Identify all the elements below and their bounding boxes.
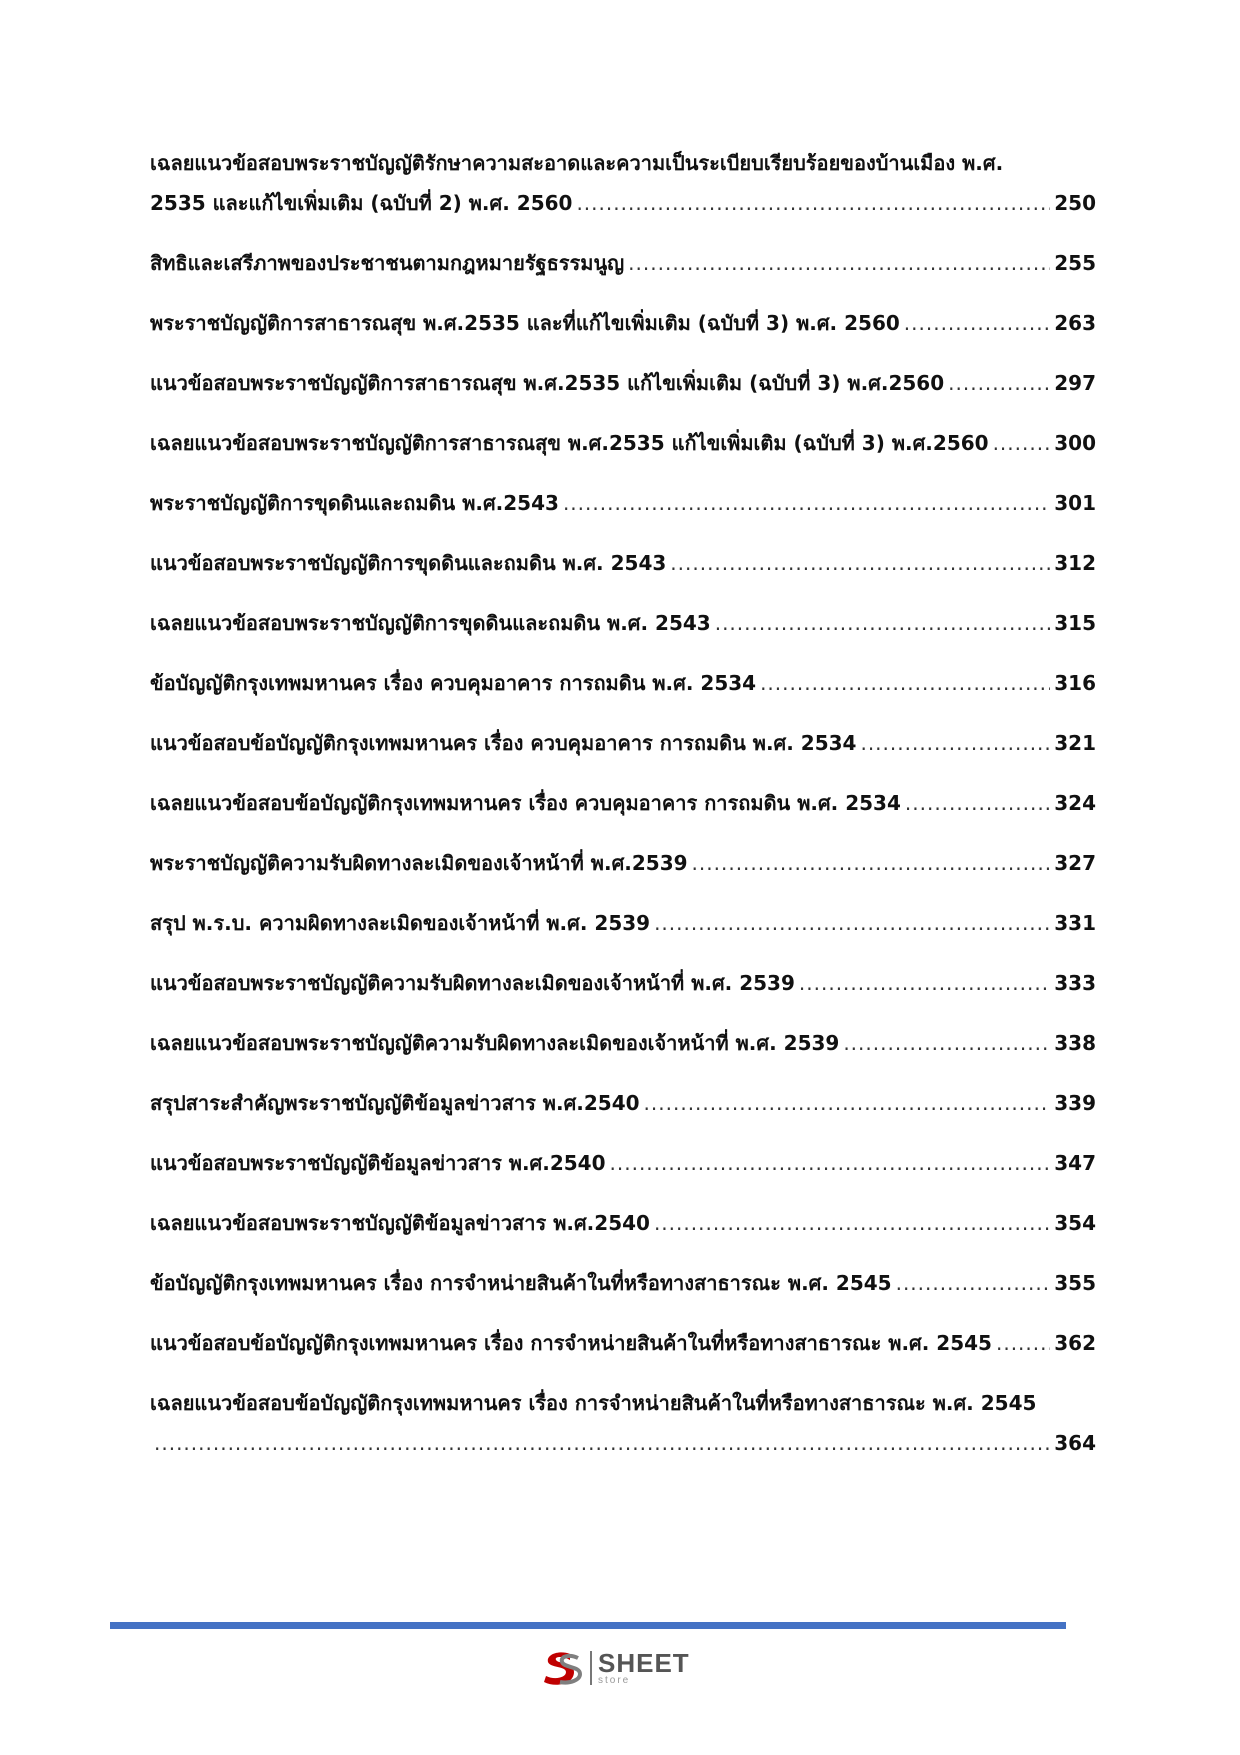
- toc-entry[interactable]: [150, 248, 1096, 278]
- toc-dot-leader: [154, 1428, 1050, 1458]
- toc-entry[interactable]: [150, 488, 1096, 518]
- toc-dot-leader: [760, 668, 1050, 698]
- toc-entry-line: [150, 668, 1096, 698]
- toc-dot-leader: [670, 548, 1050, 578]
- toc-dot-leader: [654, 1208, 1050, 1238]
- toc-entry-title: ข้อบัญญัติกรุงเทพมหานคร เรื่อง ควบคุมอาคาร การถมดิน พ.ศ. 2534: [150, 671, 757, 695]
- toc-entry-line: [150, 1268, 1096, 1298]
- toc-entry-page-number: 347: [1054, 1151, 1096, 1175]
- toc-entry-page-number: 250: [1054, 191, 1096, 215]
- toc-entry-title: สรุป พ.ร.บ. ความผิดทางละเมิดของเจ้าหน้าที่ พ.ศ. 2539: [150, 911, 651, 935]
- toc-entry-title: แนวข้อสอบพระราชบัญญัติการขุดดินและถมดิน พ.ศ. 2543: [150, 551, 667, 575]
- toc-entry-title: แนวข้อสอบพระราชบัญญัติการสาธารณสุข พ.ศ.2535 แก้ไขเพิ่มเติม (ฉบับที่ 3) พ.ศ.2560: [150, 371, 945, 395]
- toc-entry-page-number: 297: [1054, 371, 1096, 395]
- toc-dot-leader: [860, 728, 1050, 758]
- toc-dot-leader: [799, 968, 1050, 998]
- toc-dot-leader: [654, 908, 1050, 938]
- toc-entry[interactable]: [150, 1028, 1096, 1058]
- toc-entry-line: [150, 1328, 1096, 1358]
- toc-dot-leader: [576, 188, 1050, 218]
- toc-entry-line: [150, 488, 1096, 518]
- toc-entry-line: [150, 608, 1096, 638]
- toc-dot-leader: [896, 1268, 1051, 1298]
- sheet-store-s-icon: [540, 1648, 584, 1688]
- logo-text: SHEET: [598, 1648, 690, 1678]
- toc-entry-title: แนวข้อสอบข้อบัญญัติกรุงเทพมหานคร เรื่อง การจำหน่ายสินค้าในที่หรือทางสาธารณะ พ.ศ. 2545: [150, 1331, 992, 1355]
- toc-entry[interactable]: [150, 608, 1096, 638]
- sheet-store-logo: [540, 1648, 690, 1688]
- toc-dot-leader: [644, 1088, 1051, 1118]
- toc-entry-page-number: 354: [1054, 1211, 1096, 1235]
- toc-entry[interactable]: [150, 1088, 1096, 1118]
- toc-entry[interactable]: [150, 1148, 1096, 1178]
- toc-dot-leader: [904, 308, 1050, 338]
- toc-entry-title: พระราชบัญญัติการสาธารณสุข พ.ศ.2535 และที่แก้ไขเพิ่มเติม (ฉบับที่ 3) พ.ศ. 2560: [150, 311, 900, 335]
- toc-entry-title-line1: เฉลยแนวข้อสอบพระราชบัญญัติรักษาความสะอาดและความเป็นระเบียบเรียบร้อยของบ้านเมือง พ.ศ.: [150, 151, 1004, 175]
- toc-entry[interactable]: [150, 668, 1096, 698]
- toc-entry-page-number: 333: [1054, 971, 1096, 995]
- toc-entry-line: [150, 188, 1096, 218]
- toc-entry-page-number: 362: [1054, 1331, 1096, 1355]
- toc-entry-title-line1: เฉลยแนวข้อสอบข้อบัญญัติกรุงเทพมหานคร เรื่อง การจำหน่ายสินค้าในที่หรือทางสาธารณะ พ.ศ. 2545: [150, 1391, 1037, 1415]
- toc-entry-page-number: 324: [1054, 791, 1096, 815]
- toc-entry-title: สิทธิและเสรีภาพของประชาชนตามกฎหมายรัฐธรรมนูญ: [150, 251, 625, 275]
- toc-entry-page-number: 355: [1054, 1271, 1096, 1295]
- toc-entry-title: ข้อบัญญัติกรุงเทพมหานคร เรื่อง การจำหน่ายสินค้าในที่หรือทางสาธารณะ พ.ศ. 2545: [150, 1271, 892, 1295]
- toc-entry-page-number: 327: [1054, 851, 1096, 875]
- logo-wordmark: [598, 1650, 690, 1686]
- toc-entry-line: [150, 368, 1096, 398]
- toc-entry-title: เฉลยแนวข้อสอบข้อบัญญัติกรุงเทพมหานคร เรื่อง ควบคุมอาคาร การถมดิน พ.ศ. 2534: [150, 791, 901, 815]
- toc-entry-line: [150, 1088, 1096, 1118]
- toc-entry-title: เฉลยแนวข้อสอบพระราชบัญญัติการขุดดินและถมดิน พ.ศ. 2543: [150, 611, 711, 635]
- toc-entry-line: [150, 308, 1096, 338]
- toc-entry-title: เฉลยแนวข้อสอบพระราชบัญญัติการสาธารณสุข พ.ศ.2535 แก้ไขเพิ่มเติม (ฉบับที่ 3) พ.ศ.2560: [150, 431, 989, 455]
- toc-entry-page-number: 263: [1054, 311, 1096, 335]
- toc-entry-line: [150, 1428, 1096, 1458]
- toc-entry-line: [150, 728, 1096, 758]
- toc-entry-page-number: 312: [1054, 551, 1096, 575]
- toc-entry[interactable]: [150, 1388, 1096, 1458]
- toc-entry[interactable]: [150, 968, 1096, 998]
- toc-entry-title: สรุปสาระสำคัญพระราชบัญญัติข้อมูลข่าวสาร พ.ศ.2540: [150, 1091, 640, 1115]
- toc-entry-line: [150, 428, 1096, 458]
- toc-entry-page-number: 316: [1054, 671, 1096, 695]
- toc-entry-page-number: 255: [1054, 251, 1096, 275]
- toc-entry-page-number: 315: [1054, 611, 1096, 635]
- logo-divider: [590, 1651, 592, 1685]
- toc-entry-line: [150, 968, 1096, 998]
- toc-entry-page-number: 321: [1054, 731, 1096, 755]
- toc-entry-line: [150, 788, 1096, 818]
- toc-dot-leader: [563, 488, 1050, 518]
- toc-dot-leader: [948, 368, 1050, 398]
- toc-entry-title: แนวข้อสอบพระราชบัญญัติข้อมูลข่าวสาร พ.ศ.2540: [150, 1151, 606, 1175]
- toc-entry-line: [150, 248, 1096, 278]
- toc-entry[interactable]: [150, 1328, 1096, 1358]
- toc-entry[interactable]: [150, 908, 1096, 938]
- footer-rule: [110, 1622, 1066, 1629]
- toc-entry-title: พระราชบัญญัติความรับผิดทางละเมิดของเจ้าหน้าที่ พ.ศ.2539: [150, 851, 688, 875]
- toc-entry[interactable]: [150, 848, 1096, 878]
- toc-entry-title: แนวข้อสอบข้อบัญญัติกรุงเทพมหานคร เรื่อง ควบคุมอาคาร การถมดิน พ.ศ. 2534: [150, 731, 857, 755]
- logo-subtext: store: [598, 1675, 631, 1686]
- toc-dot-leader: [715, 608, 1051, 638]
- toc-entry-title: แนวข้อสอบพระราชบัญญัติความรับผิดทางละเมิดของเจ้าหน้าที่ พ.ศ. 2539: [150, 971, 795, 995]
- toc-entry[interactable]: [150, 148, 1096, 218]
- toc-dot-leader: [610, 1148, 1051, 1178]
- toc-entry-page-number: 338: [1054, 1031, 1096, 1055]
- toc-entry-line: [150, 1208, 1096, 1238]
- table-of-contents: [150, 148, 1096, 1488]
- toc-entry-page-number: 331: [1054, 911, 1096, 935]
- toc-entry[interactable]: [150, 308, 1096, 338]
- toc-entry-line: [150, 548, 1096, 578]
- toc-entry-page-number: 364: [1054, 1431, 1096, 1455]
- toc-entry-line: [150, 1148, 1096, 1178]
- toc-dot-leader: [692, 848, 1051, 878]
- toc-dot-leader: [996, 1328, 1050, 1358]
- toc-entry[interactable]: [150, 548, 1096, 578]
- toc-entry[interactable]: [150, 1268, 1096, 1298]
- toc-entry-line: [150, 848, 1096, 878]
- toc-entry[interactable]: [150, 368, 1096, 398]
- toc-entry[interactable]: [150, 1208, 1096, 1238]
- toc-entry-page-number: 301: [1054, 491, 1096, 515]
- toc-entry[interactable]: [150, 428, 1096, 458]
- toc-entry[interactable]: [150, 728, 1096, 758]
- toc-dot-leader: [905, 788, 1050, 818]
- toc-entry-line: [150, 908, 1096, 938]
- toc-dot-leader: [843, 1028, 1050, 1058]
- toc-entry-title: พระราชบัญญัติการขุดดินและถมดิน พ.ศ.2543: [150, 491, 559, 515]
- toc-entry-page-number: 300: [1054, 431, 1096, 455]
- toc-entry[interactable]: [150, 788, 1096, 818]
- toc-dot-leader: [993, 428, 1051, 458]
- toc-dot-leader: [628, 248, 1050, 278]
- toc-entry-title: เฉลยแนวข้อสอบพระราชบัญญัติความรับผิดทางละเมิดของเจ้าหน้าที่ พ.ศ. 2539: [150, 1031, 840, 1055]
- toc-entry-title: เฉลยแนวข้อสอบพระราชบัญญัติข้อมูลข่าวสาร พ.ศ.2540: [150, 1211, 650, 1235]
- toc-entry-page-number: 339: [1054, 1091, 1096, 1115]
- toc-entry-line: [150, 1028, 1096, 1058]
- toc-entry-title: 2535 และแก้ไขเพิ่มเติม (ฉบับที่ 2) พ.ศ. 2560: [150, 191, 573, 215]
